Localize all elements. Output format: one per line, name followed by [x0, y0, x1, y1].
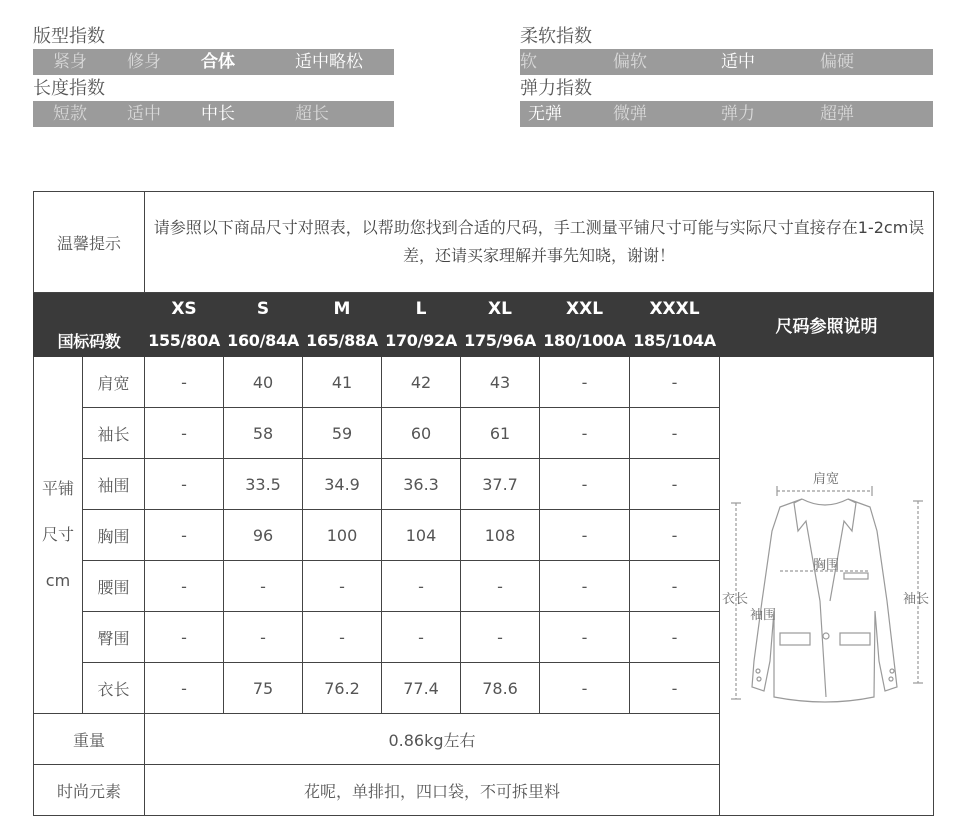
flat-measure-line1: 平铺	[41, 479, 74, 498]
measure-name: 袖长	[83, 408, 145, 459]
softness-index-bar	[520, 49, 933, 75]
measure-value: -	[461, 561, 540, 612]
weight-label: 重量	[34, 714, 145, 765]
measure-value: 43	[461, 357, 540, 408]
measure-value: 78.6	[461, 663, 540, 714]
size-label-l: L	[382, 293, 461, 325]
measure-value: -	[145, 510, 224, 561]
measure-name: 袖围	[83, 459, 145, 510]
elasticity-index-bar	[520, 101, 933, 127]
size-header-blank	[34, 293, 145, 325]
diagram-label-cuff: 袖围	[749, 608, 776, 623]
diagram-label-chest: 胸围	[812, 558, 839, 573]
measure-value: -	[303, 561, 382, 612]
diagram-label-shoulder: 肩宽	[812, 472, 839, 487]
flat-measure-group-label	[34, 357, 83, 714]
length-option-extralong: 超长	[295, 104, 329, 124]
size-header-row	[34, 293, 934, 325]
measure-value: -	[630, 408, 720, 459]
measure-value: -	[145, 357, 224, 408]
measure-value: -	[540, 459, 630, 510]
standard-size-value: 185/104A	[630, 325, 720, 357]
measure-value: -	[630, 612, 720, 663]
notice-text: 请参照以下商品尺寸对照表，以帮助您找到合适的尺码，手工测量平铺尺寸可能与实际尺寸直接存在1-2cm误差，还请买家理解并事先知晓，谢谢！	[145, 192, 934, 293]
size-label-s: S	[224, 293, 303, 325]
measure-value: 41	[303, 357, 382, 408]
notice-row	[34, 192, 934, 293]
measure-value: 60	[382, 408, 461, 459]
elasticity-option-slight: 微弹	[613, 104, 647, 124]
measure-value: -	[630, 561, 720, 612]
softness-option-softish: 偏软	[613, 52, 647, 72]
size-label-xs: XS	[145, 293, 224, 325]
size-label-xxxl: XXXL	[630, 293, 720, 325]
fit-option-regular: 合体	[201, 52, 235, 72]
fit-option-loose: 适中略松	[295, 52, 363, 72]
measure-value: -	[540, 357, 630, 408]
fashion-value: 花呢，单排扣，四口袋，不可拆里料	[145, 765, 720, 816]
measure-value: -	[630, 357, 720, 408]
fit-index-bar	[33, 49, 394, 75]
flat-measure-line3: cm	[45, 571, 71, 590]
standard-size-value: 165/88A	[303, 325, 382, 357]
standard-size-value: 160/84A	[224, 325, 303, 357]
measure-value: -	[145, 612, 224, 663]
size-label-xl: XL	[461, 293, 540, 325]
measure-value: -	[540, 663, 630, 714]
measure-value: -	[540, 408, 630, 459]
size-reference-header: 尺码参照说明	[720, 293, 934, 357]
measure-value: -	[540, 561, 630, 612]
length-option-midlong: 中长	[201, 104, 235, 124]
measure-value: 34.9	[303, 459, 382, 510]
length-option-medium: 适中	[127, 104, 161, 124]
standard-size-value: 180/100A	[540, 325, 630, 357]
measure-value: -	[382, 612, 461, 663]
standard-size-value: 175/96A	[461, 325, 540, 357]
measure-name: 衣长	[83, 663, 145, 714]
measure-value: 37.7	[461, 459, 540, 510]
measure-value: -	[540, 510, 630, 561]
measure-row	[34, 357, 934, 408]
elasticity-option-none: 无弹	[528, 104, 562, 124]
measure-value: -	[224, 612, 303, 663]
size-reference-diagram	[720, 357, 934, 816]
measure-value: 100	[303, 510, 382, 561]
fit-option-tight: 紧身	[53, 52, 87, 72]
measure-value: -	[224, 561, 303, 612]
measure-value: -	[303, 612, 382, 663]
softness-option-soft: 软	[520, 52, 537, 72]
measure-value: -	[630, 510, 720, 561]
softness-option-hard: 偏硬	[820, 52, 854, 72]
measure-value: 104	[382, 510, 461, 561]
measure-value: 58	[224, 408, 303, 459]
measure-value: -	[145, 561, 224, 612]
weight-value: 0.86kg左右	[145, 714, 720, 765]
standard-size-value: 155/80A	[145, 325, 224, 357]
diagram-label-sleeve: 袖长	[902, 592, 929, 607]
length-option-short: 短款	[53, 104, 87, 124]
measure-value: 108	[461, 510, 540, 561]
jacket-diagram-icon	[722, 461, 932, 711]
measure-value: -	[540, 612, 630, 663]
measure-value: -	[461, 612, 540, 663]
measure-value: -	[630, 459, 720, 510]
length-index-bar	[33, 101, 394, 127]
measure-name: 胸围	[83, 510, 145, 561]
size-table	[33, 191, 934, 816]
measure-value: -	[145, 459, 224, 510]
measure-name: 肩宽	[83, 357, 145, 408]
measure-value: 77.4	[382, 663, 461, 714]
measure-value: 61	[461, 408, 540, 459]
elasticity-index-title: 弹力指数	[520, 78, 592, 99]
flat-measure-line2: 尺寸	[41, 525, 74, 544]
fit-option-slim: 修身	[127, 52, 161, 72]
notice-label: 温馨提示	[34, 192, 145, 293]
measure-value: -	[630, 663, 720, 714]
measure-value: 40	[224, 357, 303, 408]
size-label-m: M	[303, 293, 382, 325]
elasticity-option-super: 超弹	[820, 104, 854, 124]
measure-value: 76.2	[303, 663, 382, 714]
measure-value: 42	[382, 357, 461, 408]
standard-size-label: 国标码数	[34, 325, 145, 357]
elasticity-option-elastic: 弹力	[721, 104, 755, 124]
measure-value: 59	[303, 408, 382, 459]
measure-name: 腰围	[83, 561, 145, 612]
measure-value: -	[382, 561, 461, 612]
measure-value: -	[145, 408, 224, 459]
diagram-label-length: 衣长	[721, 592, 748, 607]
standard-size-value: 170/92A	[382, 325, 461, 357]
measure-value: 33.5	[224, 459, 303, 510]
size-label-xxl: XXL	[540, 293, 630, 325]
measure-value: 75	[224, 663, 303, 714]
softness-index-title: 柔软指数	[520, 26, 592, 47]
length-index-title: 长度指数	[33, 78, 105, 99]
fashion-label: 时尚元素	[34, 765, 145, 816]
softness-option-medium: 适中	[721, 52, 755, 72]
measure-name: 臀围	[83, 612, 145, 663]
measure-value: 36.3	[382, 459, 461, 510]
measure-value: -	[145, 663, 224, 714]
fit-index-title: 版型指数	[33, 26, 105, 47]
measure-value: 96	[224, 510, 303, 561]
